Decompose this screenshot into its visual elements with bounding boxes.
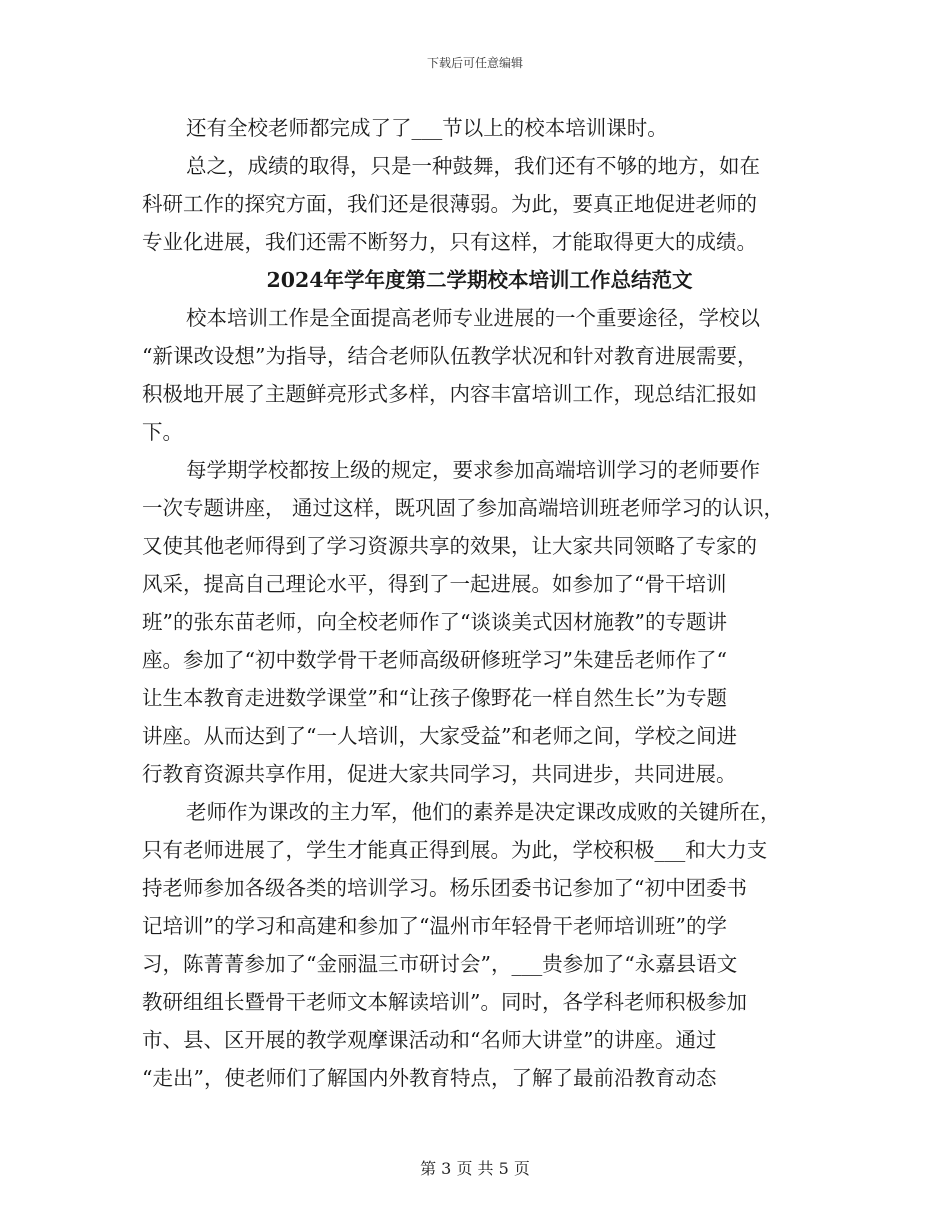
paragraph-line: 持老师参加各级各类的培训学习。杨乐团委书记参加了“初中团委书 <box>142 876 747 900</box>
paragraph-line: 下。 <box>142 420 183 444</box>
paragraph-line: 又使其他老师得到了学习资源共享的效果，让大家共同领略了专家的 <box>142 534 757 558</box>
paragraph-line: 让生本教育走进数学课堂”和“让孩子像野花一样自然生长”为专题 <box>142 686 727 710</box>
paragraph-line: 讲座。从而达到了“一人培训，大家受益”和老师之间，学校之间进 <box>142 724 737 748</box>
paragraph-line: 风采，提高自己理论水平，得到了一起进展。如参加了“骨干培训 <box>142 572 727 596</box>
page-header: 下载后可任意编辑 <box>426 56 523 70</box>
paragraph-line: 还有全校老师都完成了了___节以上的校本培训课时。 <box>186 116 668 140</box>
paragraph-line: 习，陈菁菁参加了“金丽温三市研讨会”，___贵参加了“永嘉县语文 <box>142 952 738 976</box>
paragraph-line: 一次专题讲座， 通过这样，既巩固了参加高端培训班老师学习的认识， <box>142 496 785 520</box>
paragraph-line: “走出”，使老师们了解国内外教育特点，了解了最前沿教育动态 <box>142 1066 717 1090</box>
paragraph-line: 只有老师进展了，学生才能真正得到展。为此，学校积极___和大力支 <box>142 838 768 862</box>
paragraph-line: 每学期学校都按上级的规定，要求参加高端培训学习的老师要作 <box>186 458 760 482</box>
paragraph-line: 科研工作的探究方面，我们还是很薄弱。为此，要真正地促进老师的 <box>142 192 757 216</box>
paragraph-line: 记培训”的学习和高建和参加了“温州市年轻骨干老师培训班”的学 <box>142 914 727 938</box>
paragraph-line: 市、县、区开展的教学观摩课活动和“名师大讲堂”的讲座。通过 <box>142 1028 717 1052</box>
paragraph-line: “新课改设想”为指导，结合老师队伍教学状况和针对教育进展需要， <box>142 344 758 368</box>
page-number: 第 3 页 共 5 页 <box>420 1159 530 1178</box>
paragraph-line: 班”的张东苗老师，向全校老师作了“谈谈美式因材施教”的专题讲 <box>142 610 727 634</box>
document-heading: 2024年学年度第二学期校本培训工作总结范文 <box>266 268 693 292</box>
paragraph-line: 座。参加了“初中数学骨干老师高级研修班学习”朱建岳老师作了“ <box>142 648 727 672</box>
paragraph-line: 行教育资源共享作用，促进大家共同学习，共同进步，共同进展。 <box>142 762 737 786</box>
paragraph-line: 教研组组长暨骨干老师文本解读培训”。同时，各学科老师积极参加 <box>142 990 747 1014</box>
paragraph-line: 专业化进展，我们还需不断努力，只有这样，才能取得更大的成绩。 <box>142 230 757 254</box>
paragraph-line: 老师作为课改的主力军，他们的素养是决定课改成败的关键所在， <box>186 800 781 824</box>
paragraph-line: 积极地开展了主题鲜亮形式多样，内容丰富培训工作，现总结汇报如 <box>142 382 757 406</box>
paragraph-line: 校本培训工作是全面提高老师专业进展的一个重要途径，学校以 <box>186 306 760 330</box>
paragraph-line: 总之，成绩的取得，只是一种鼓舞，我们还有不够的地方，如在 <box>186 154 760 178</box>
